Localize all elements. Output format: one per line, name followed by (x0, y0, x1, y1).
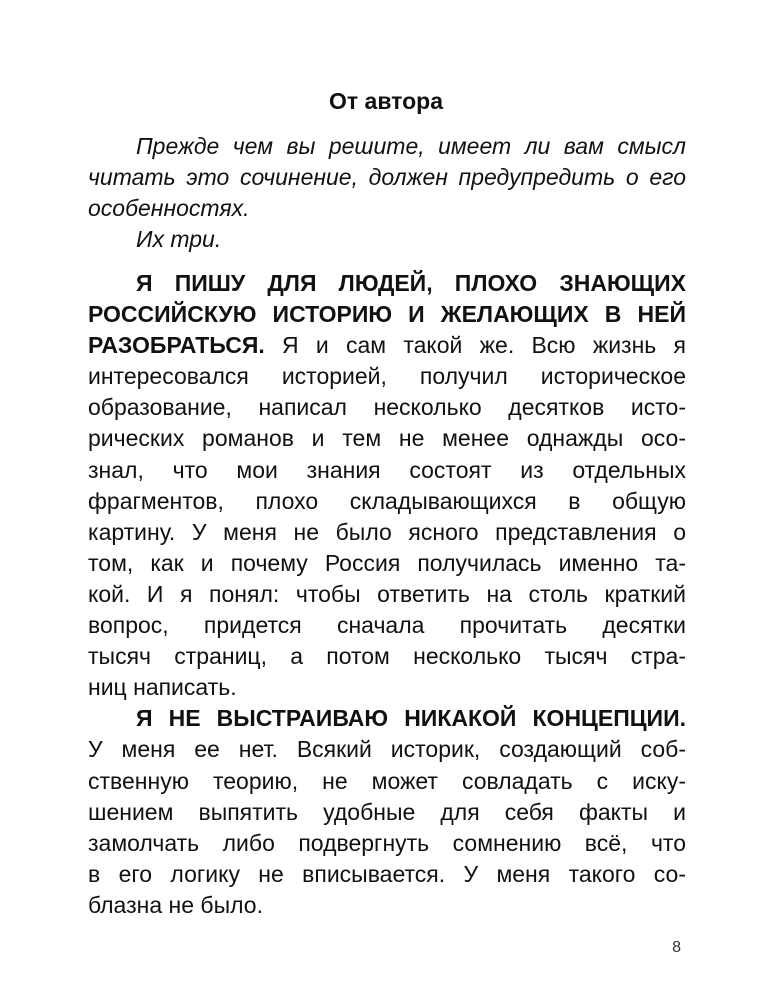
section1-line: ниц написать. (88, 674, 237, 701)
section1-line: фрагментов, плохо складывающихся в общую (88, 487, 686, 514)
section1-line: тысяч страниц, а потом несколько тысяч стра- (88, 643, 686, 670)
intro-line: читать это сочинение, должен предупредить о его (88, 164, 686, 190)
section1-line: рических романов и тем не менее однажды осо- (88, 425, 686, 452)
bold-text: Я НЕ ВЫСТРАИВАЮ НИКАКОЙ КОНЦЕПЦИИ. (136, 705, 686, 732)
section2-line: шением выпятить удобные для себя факты и (88, 798, 686, 825)
page-title: От автора (328, 88, 444, 114)
section1-bold-line (88, 268, 686, 299)
section2-line: У меня ее нет. Всякий историк, создающий соб- (88, 736, 686, 763)
section1-line: картину. У меня не было ясного представления о (88, 518, 686, 545)
section1-line: интересовался историей, получил историческое (88, 363, 686, 390)
section1-line (88, 330, 686, 361)
intro-block (88, 131, 686, 255)
main-text (88, 268, 686, 921)
section2-line: замолчать либо подвергнуть сомнению всё, что (88, 829, 686, 856)
section1-line: вопрос, придется сначала прочитать десятки (88, 612, 686, 639)
bold-text: Я ПИШУ ДЛЯ ЛЮДЕЙ, ПЛОХО ЗНАЮЩИХ (136, 270, 686, 296)
text-run: Я и сам такой же. Всю жизнь я (264, 332, 686, 359)
section2-line: в его логику не вписывается. У меня такого со- (88, 860, 686, 887)
intro-line: Их три. (136, 226, 222, 252)
page-number: 8 (672, 939, 681, 956)
section1-bold-line (88, 299, 686, 330)
section1-line: кой. И я понял: чтобы ответить на столь краткий (88, 580, 686, 607)
intro-line: особенностях. (88, 195, 250, 221)
bold-text: РАЗОБРАТЬСЯ. (88, 332, 265, 359)
bold-text: РОССИЙСКУЮ ИСТОРИЮ И ЖЕЛАЮЩИХ В НЕЙ (88, 301, 686, 328)
section1-line: том, как и почему Россия получилась именно та- (88, 549, 686, 576)
section1-line: образование, написал несколько десятков исто- (88, 394, 686, 421)
section2-heading-line (88, 703, 686, 734)
section2-line: ственную теорию, не может совладать с иску- (88, 767, 686, 794)
section2-line: блазна не было. (88, 891, 263, 918)
intro-line: Прежде чем вы решите, имеет ли вам смысл (136, 133, 686, 159)
section1-line: знал, что мои знания состоят из отдельных (88, 456, 686, 483)
